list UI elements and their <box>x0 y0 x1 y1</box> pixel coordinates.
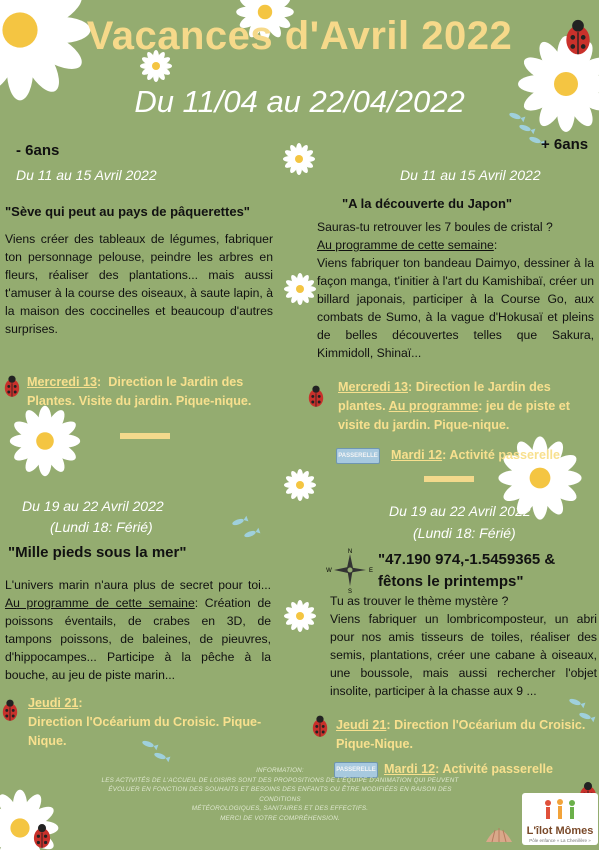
question-text: Sauras-tu retrouver les 7 boules de cristal ? <box>317 220 553 234</box>
right-week1-period: Du 11 au 15 Avril 2022 <box>400 167 541 183</box>
right-week2-description <box>330 592 597 700</box>
event-day: Mercredi 13 <box>27 375 98 389</box>
information-heading: INFORMATION: <box>256 767 304 774</box>
left-week1-period: Du 11 au 15 Avril 2022 <box>16 167 157 183</box>
logo-name: L'îlot Mômes <box>526 825 594 837</box>
program-text: Viens fabriquer ton bandeau Daimyo, dessiner à la façon manga, t'initier à l'art du Kamishibaï, créer un billard japonais, participer à la Course Go, aux combats de Sumo, à la vague d'Hokusaï et pleins de belles découvertes telles que Sakura, Kimmidoll, Shinaï... <box>317 256 594 360</box>
passerelle-badge: PASSERELLE <box>336 448 380 464</box>
event-program-label: Au programme <box>388 399 479 413</box>
logo-figures-icon <box>540 797 580 825</box>
passerelle-day: Mardi 12 <box>391 448 443 462</box>
passerelle-day: Mardi 12 <box>384 762 436 776</box>
divider <box>120 433 170 439</box>
right-week2-passerelle: Mardi 12: Activité passerelle <box>384 762 553 776</box>
logo <box>522 793 598 845</box>
shell-icon <box>484 822 514 846</box>
question-text: Tu as trouver le thème mystère ? <box>330 594 509 608</box>
left-week2-description: L'univers marin n'aura plus de secret pour toi... Au programme de cette semaine: Création de poissons éventails, de crabes en 3D, de tampons poissons, de baleines, de pieuvres, d'hippocampes... Participe à la pêche à la bouche, au jeu de piste marin... <box>5 578 272 682</box>
svg-text:S: S <box>347 589 353 595</box>
information-line: MERCI DE VOTRE COMPRÉHENSION. <box>220 814 340 822</box>
passerelle-text: Activité passerelle <box>449 448 560 462</box>
logo-subtitle: Pôle enfance « La Chenillère » <box>529 838 591 843</box>
svg-text:N: N <box>347 549 353 555</box>
divider <box>424 476 474 482</box>
event-text: Direction le Jardin des plantes. <box>338 380 551 413</box>
left-week2-period: Du 19 au 22 Avril 2022 <box>22 498 164 514</box>
left-week2-holiday: (Lundi 18: Férié) <box>50 519 153 535</box>
right-week1-event: Mercredi 13: Direction le Jardin des plantes. Au programme: jeu de piste et visite du jardin. Pique-nique. <box>338 380 570 432</box>
program-text: Création de poissons éventails, de crabes en 3D, de tampons poissons, de baleines, de pieuvres, d'hippocampes... Participe à la pêche à la bouche, au jeu de piste marin... <box>5 596 272 682</box>
right-week1-description: Sauras-tu retrouver les 7 boules de cristal ? Au programme de cette semaine: Viens fabriquer ton bandeau Daimyo, dessiner à la façon manga, t'initier à l'art du Kamishibaï, créer un billard japonais, participer à la Course Go, aux combats de Sumo, à la vague d'Hokusaï et pleins de belles découvertes telles que Sakura, Kimmidoll, Shinaï... <box>317 220 594 360</box>
intro-text: L'univers marin n'aura plus de secret pour toi... <box>5 578 271 592</box>
right-week2-theme: "47.190 974,-1.5459365 & fêtons le printemps" <box>378 551 556 590</box>
program-label: Au programme de cette semaine <box>5 596 195 610</box>
passerelle-text: Activité passerelle <box>442 762 553 776</box>
information-line: LES ACTIVITÉS DE L'ACCUEIL DE LOISIRS SONT DES PROPOSITIONS DE L'ÉQUIPE D'ANIMATION QUI PEUVENT <box>101 776 459 784</box>
event-text: Direction l'Océarium du Croisic. Pique-Nique. <box>28 715 262 748</box>
page-title: Vacances d'Avril 2022 <box>86 14 513 58</box>
page-dates: Du 11/04 au 22/04/2022 <box>134 84 465 119</box>
program-label: Au programme de cette semaine <box>317 238 494 252</box>
passerelle-badge: PASSERELLE <box>334 762 378 778</box>
event-text: Direction le Jardin des Plantes. Visite du jardin. Pique-nique. <box>27 375 252 408</box>
program-text: Viens fabriquer un lombricomposteur, un abri pour nos amis tisseurs de toiles, réaliser des semis, plantations, créer une cabane à oiseaux, une boussole, mais aussi rechercher l'objet insolite, participer à la chasse aux 9 ... <box>330 612 597 698</box>
left-week2-theme: "Mille pieds sous la mer" <box>8 544 187 561</box>
event-day: Mercredi 13 <box>338 380 409 394</box>
svg-text:E: E <box>368 568 374 574</box>
left-week1-description: Viens créer des tableaux de légumes, fabriquer ton personnage pelouse, peindre les arbres en fleurs, réaliser des plantations... mais aussi t'amuser à la course des oiseaux, à saute lapin, à la maison des coccinelles et beaucoup d'autres surprises. <box>5 232 273 336</box>
information-footer <box>80 766 480 824</box>
event-day: Jeudi 21 <box>336 718 387 732</box>
left-week2-event: Jeudi 21: Direction l'Océarium du Croisic. Pique-Nique. <box>28 696 262 748</box>
age-group-right: + 6ans <box>541 136 589 153</box>
right-week2-event: Jeudi 21: Direction l'Océarium du Croisic. Pique-Nique. <box>336 718 586 751</box>
right-week2-period: Du 19 au 22 Avril 2022 <box>389 503 531 519</box>
age-group-left: - 6ans <box>16 142 60 159</box>
event-text: Direction l'Océarium du Croisic. Pique-Nique. <box>336 718 586 751</box>
compass-icon <box>326 549 374 595</box>
information-line: MÉTÉOROLOGIQUES, SANITAIRES ET DES EFFECTIFS. <box>191 805 369 813</box>
information-line: ÉVOLUER EN FONCTION DES SOUHAITS ET BESOINS DES ENFANTS OU ÊTRE MODIFIÉES EN RAISON DES <box>108 786 452 794</box>
svg-text:W: W <box>326 568 332 574</box>
left-week1-theme: "Sève qui peut au pays de pâquerettes" <box>5 204 250 219</box>
event-day: Jeudi 21 <box>28 696 79 710</box>
right-week1-theme: "A la découverte du Japon" <box>342 196 513 211</box>
information-line: CONDITIONS <box>259 795 301 803</box>
event-text: jeu de piste et visite du jardin. Pique-nique. <box>338 399 570 432</box>
left-week1-event: Mercredi 13: Direction le Jardin des Plantes. Visite du jardin. Pique-nique. <box>27 375 252 408</box>
right-week2-holiday: (Lundi 18: Férié) <box>413 525 516 541</box>
right-week1-passerelle: Mardi 12: Activité passerelle <box>391 448 560 462</box>
